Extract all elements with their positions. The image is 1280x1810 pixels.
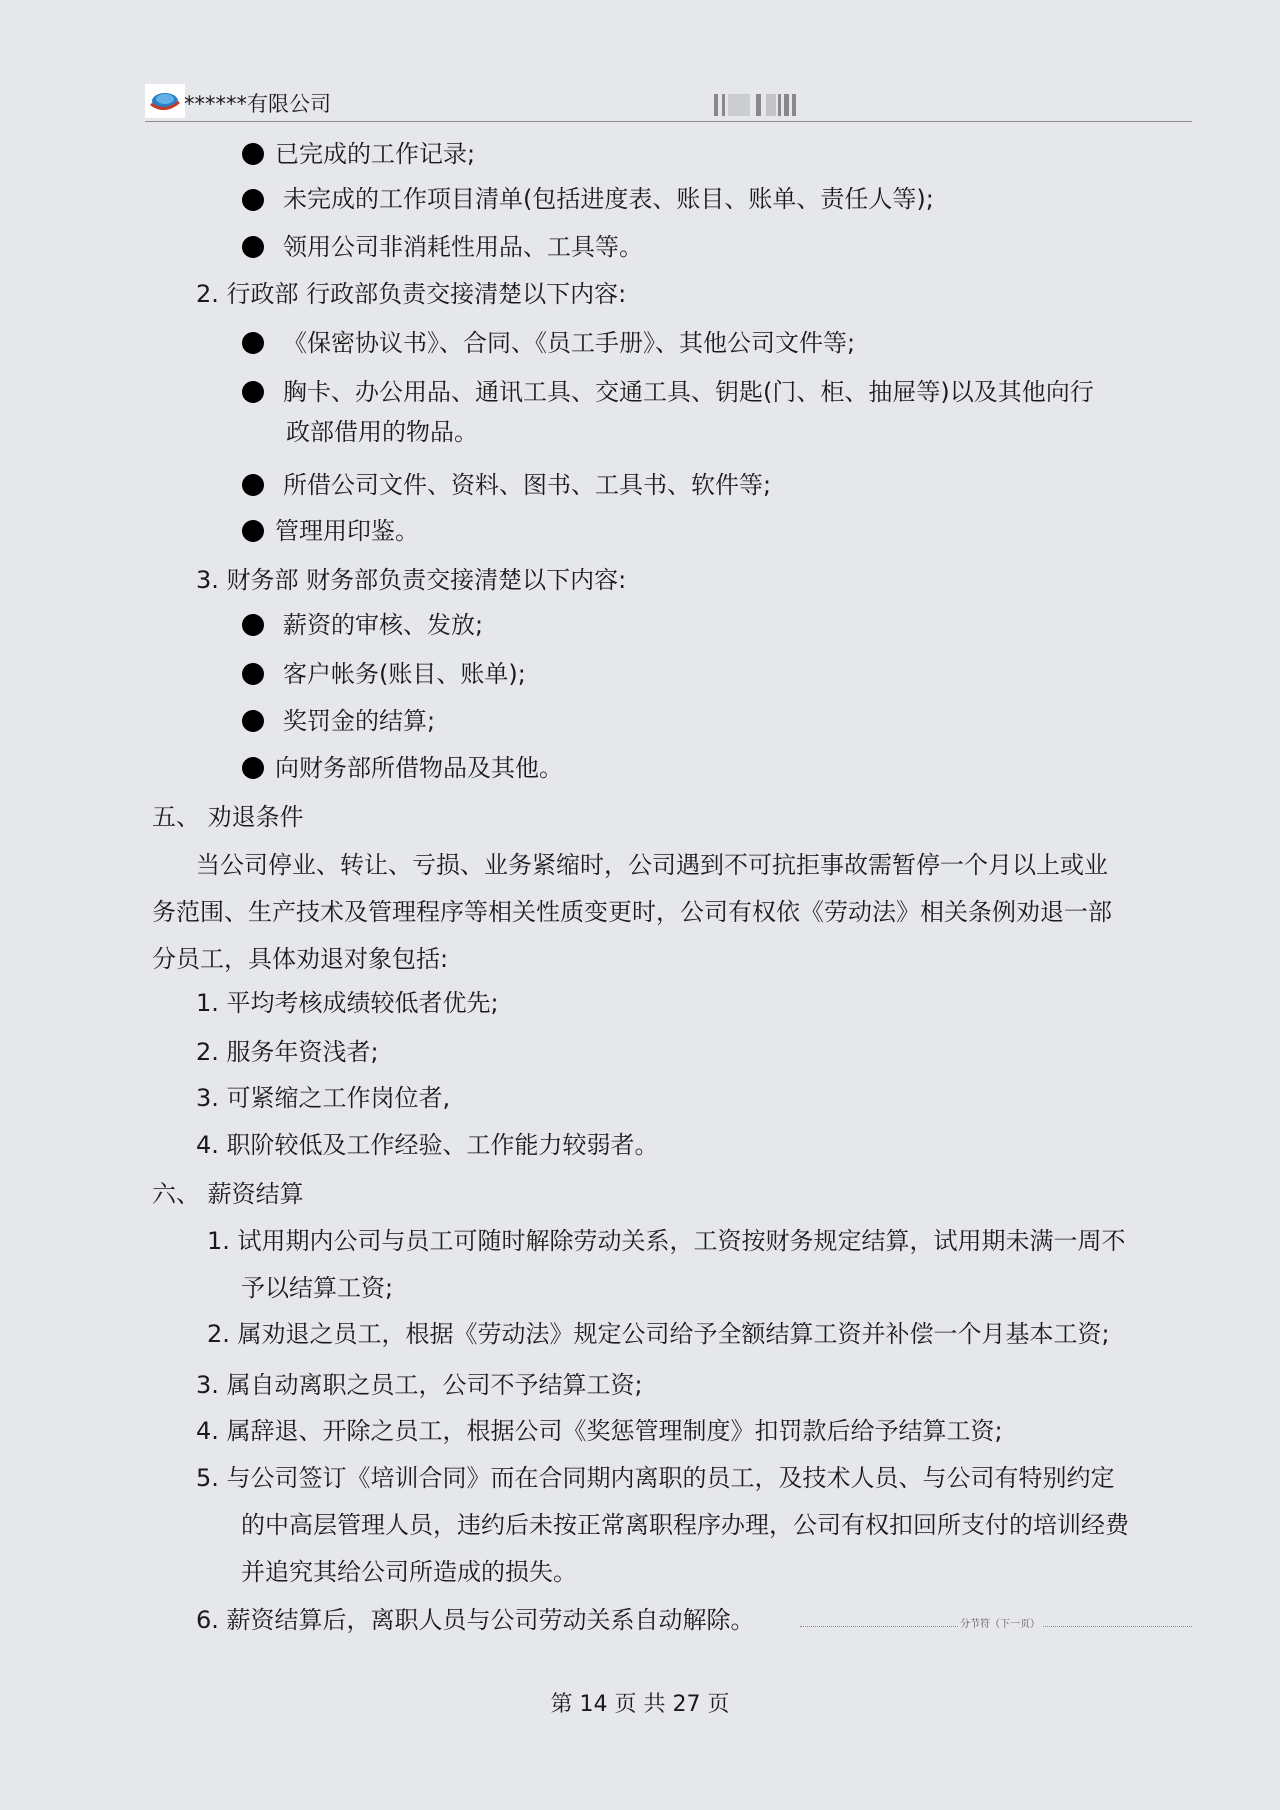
numbered-item: 3. 可紧缩之工作岗位者, xyxy=(196,1084,451,1112)
list-item: 奖罚金的结算; xyxy=(283,707,436,735)
list-item: 所借公司文件、资料、图书、工具书、软件等; xyxy=(283,471,772,499)
bullet xyxy=(242,381,264,403)
numbered-item: 2. 属劝退之员工，根据《劳动法》规定公司给予全额结算工资并补偿一个月基本工资; xyxy=(207,1320,1110,1348)
bullet xyxy=(242,332,264,354)
list-item-continuation: 政部借用的物品。 xyxy=(286,418,478,446)
list-item: 《保密协议书》、合同、《员工手册》、其他公司文件等; xyxy=(283,329,856,357)
numbered-item: 2. 服务年资浅者; xyxy=(196,1038,379,1066)
list-item: 管理用印鉴。 xyxy=(275,517,419,545)
numbered-item-continuation: 的中高层管理人员，违约后未按正常离职程序办理，公司有权扣回所支付的培训经费 xyxy=(241,1511,1129,1539)
list-item: 已完成的工作记录; xyxy=(275,140,476,168)
subsection-heading: 2. 行政部 行政部负责交接清楚以下内容: xyxy=(196,280,627,308)
section-heading: 六、 薪资结算 xyxy=(152,1180,304,1208)
header-company-name: ******有限公司 xyxy=(184,92,331,116)
bullet xyxy=(242,614,264,636)
numbered-item: 1. 试用期内公司与员工可随时解除劳动关系，工资按财务规定结算，试用期未满一周不 xyxy=(207,1227,1126,1255)
numbered-item-continuation: 予以结算工资; xyxy=(241,1274,394,1302)
bullet xyxy=(242,663,264,685)
bullet xyxy=(242,710,264,732)
numbered-item: 5. 与公司签订《培训合同》而在合同期内离职的员工，及技术人员、与公司有特别约定 xyxy=(196,1464,1115,1492)
list-item: 未完成的工作项目清单(包括进度表、账目、账单、责任人等); xyxy=(283,185,934,213)
section-heading: 五、 劝退条件 xyxy=(152,803,304,831)
paragraph-line: 分员工，具体劝退对象包括: xyxy=(152,945,449,973)
numbered-item: 3. 属自动离职之员工，公司不予结算工资; xyxy=(196,1371,643,1399)
list-item: 领用公司非消耗性用品、工具等。 xyxy=(283,233,643,261)
bullet xyxy=(242,143,264,165)
list-item: 胸卡、办公用品、通讯工具、交通工具、钥匙(门、柜、抽屉等)以及其他向行 xyxy=(283,378,1094,406)
section-break-label: 分节符（下一页） xyxy=(960,1619,1040,1630)
list-item: 客户帐务(账目、账单); xyxy=(283,660,526,688)
subsection-heading: 3. 财务部 财务部负责交接清楚以下内容: xyxy=(196,566,627,594)
bullet xyxy=(242,236,264,258)
bullet xyxy=(242,189,264,211)
bullet xyxy=(242,520,264,542)
numbered-item: 4. 职阶较低及工作经验、工作能力较弱者。 xyxy=(196,1131,659,1159)
bullet xyxy=(242,757,264,779)
list-item: 向财务部所借物品及其他。 xyxy=(275,754,563,782)
numbered-item: 1. 平均考核成绩较低者优先; xyxy=(196,989,499,1017)
paragraph-line: 当公司停业、转让、亏损、业务紧缩时，公司遇到不可抗拒事故需暂停一个月以上或业 xyxy=(196,851,1108,879)
numbered-item-continuation: 并追究其给公司所造成的损失。 xyxy=(241,1558,577,1586)
header-divider xyxy=(145,121,1192,122)
company-logo xyxy=(145,84,185,118)
numbered-item: 4. 属辞退、开除之员工，根据公司《奖惩管理制度》扣罚款后给予结算工资; xyxy=(196,1417,1003,1445)
page-number: 第 14 页 共 27 页 xyxy=(550,1692,730,1717)
header-doc-code xyxy=(712,94,802,116)
list-item: 薪资的审核、发放; xyxy=(283,611,484,639)
paragraph-line: 务范围、生产技术及管理程序等相关性质变更时，公司有权依《劳动法》相关条例劝退一部 xyxy=(152,898,1112,926)
bullet xyxy=(242,474,264,496)
numbered-item: 6. 薪资结算后，离职人员与公司劳动关系自动解除。 xyxy=(196,1606,755,1634)
